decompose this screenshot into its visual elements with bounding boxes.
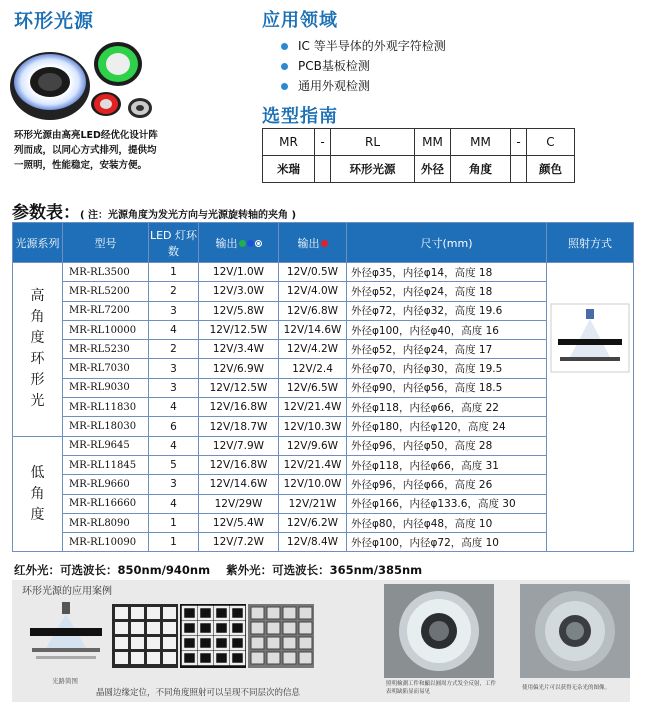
output-red-cell: 12V/8.4W (279, 533, 347, 552)
series-cell (13, 436, 63, 552)
output-rgbw-cell: 12V/7.2W (199, 533, 279, 552)
output-red-cell: 12V/10.3W (279, 417, 347, 436)
size-cell: 外径φ96，内径φ50，高度 28 (347, 436, 547, 455)
led-rings-cell: 3 (149, 475, 199, 494)
size-cell: 外径φ52，内径φ24，高度 18 (347, 282, 547, 301)
output-red-cell: 12V/21W (279, 494, 347, 513)
sel-cell: 米瑞 (263, 156, 315, 183)
series-char: 度 (30, 330, 45, 347)
model-cell: MR-RL11830 (63, 398, 149, 417)
output-red-cell: 12V/14.6W (279, 320, 347, 339)
size-cell: 外径φ166，内径φ133.6，高度 30 (347, 494, 547, 513)
model-cell: MR-RL5230 (63, 340, 149, 359)
output-rgbw-cell: 12V/5.8W (199, 301, 279, 320)
table-row (13, 513, 634, 532)
header-series: 光源系列 (13, 223, 63, 263)
table-row (13, 359, 634, 378)
table-row (13, 340, 634, 359)
wafer-sample-image-1 (112, 604, 178, 668)
blue-dot-icon (247, 240, 254, 247)
sel-cell: - (511, 129, 527, 156)
led-rings-cell: 3 (149, 378, 199, 397)
series-char: 环 (30, 351, 45, 368)
application-item: IC 等半导体的外观字符检测 (278, 36, 446, 56)
sel-cell: MM (451, 129, 511, 156)
model-cell: MR-RL7200 (63, 301, 149, 320)
application-item: 通用外观检测 (278, 76, 446, 96)
model-cell: MR-RL5200 (63, 282, 149, 301)
header-output-red-label: 输出 (297, 236, 320, 250)
header-output-rgbw-label: 输出 (215, 236, 238, 250)
series-char: 度 (30, 506, 45, 523)
light-path-diagram (22, 598, 110, 668)
table-row (13, 282, 634, 301)
header-output-rgbw (199, 223, 279, 263)
sel-cell: MM (415, 129, 451, 156)
illumination-diagram (550, 303, 630, 373)
series-char: 高 (30, 288, 45, 305)
product-title: 环形光源 (14, 10, 95, 32)
model-cell: MR-RL18030 (63, 417, 149, 436)
led-rings-cell: 3 (149, 301, 199, 320)
application-item: PCB基板检测 (278, 56, 446, 76)
output-rgbw-cell: 12V/29W (199, 494, 279, 513)
model-cell: MR-RL10090 (63, 533, 149, 552)
inspection-photo-1 (384, 584, 494, 678)
output-red-cell: 12V/21.4W (279, 398, 347, 417)
application-list (278, 36, 446, 96)
table-row (13, 533, 634, 552)
banner-caption: 晶圆边缘定位，不同角度照射可以呈现不同层次的信息 (96, 688, 301, 698)
model-cell: MR-RL8090 (63, 513, 149, 532)
output-rgbw-cell: 12V/12.5W (199, 320, 279, 339)
model-cell: MR-RL11845 (63, 455, 149, 474)
banner-sub: 光路简图 (52, 677, 78, 685)
header-led-rings: LED 灯环数 (149, 223, 199, 263)
led-rings-cell: 4 (149, 320, 199, 339)
header-model: 型号 (63, 223, 149, 263)
output-rgbw-cell: 12V/6.9W (199, 359, 279, 378)
sel-cell (511, 156, 527, 183)
size-cell: 外径φ80，内径φ48，高度 10 (347, 513, 547, 532)
output-red-cell: 12V/21.4W (279, 455, 347, 474)
led-rings-cell: 1 (149, 513, 199, 532)
size-cell: 外径φ118，内径φ66，高度 31 (347, 455, 547, 474)
output-red-cell: 12V/9.6W (279, 436, 347, 455)
output-red-cell: 12V/6.2W (279, 513, 347, 532)
sel-cell: 环形光源 (331, 156, 415, 183)
led-rings-cell: 4 (149, 436, 199, 455)
model-cell: MR-RL3500 (63, 263, 149, 282)
size-cell: 外径φ70，内径φ30，高度 19.5 (347, 359, 547, 378)
header-size: 尺寸(mm) (347, 223, 547, 263)
output-red-cell: 12V/2.4 (279, 359, 347, 378)
illumination-mode-cell (547, 263, 634, 552)
output-rgbw-cell: 12V/7.9W (199, 436, 279, 455)
uv-wavelength: 紫外光：可选波长：365nm/385nm (226, 563, 423, 577)
model-cell: MR-RL9660 (63, 475, 149, 494)
size-cell: 外径φ180，内径φ120，高度 24 (347, 417, 547, 436)
led-rings-cell: 1 (149, 263, 199, 282)
output-rgbw-cell: 12V/3.4W (199, 340, 279, 359)
sel-cell: - (315, 129, 331, 156)
output-rgbw-cell: 12V/18.7W (199, 417, 279, 436)
size-cell: 外径φ52，内径φ24，高度 17 (347, 340, 547, 359)
header-illumination-mode: 照射方式 (547, 223, 634, 263)
output-rgbw-cell: 12V/1.0W (199, 263, 279, 282)
output-red-cell: 12V/4.0W (279, 282, 347, 301)
output-rgbw-cell: 12V/5.4W (199, 513, 279, 532)
series-char: 光 (30, 393, 45, 410)
led-rings-cell: 3 (149, 359, 199, 378)
sel-cell: MR (263, 129, 315, 156)
output-red-cell: 12V/6.8W (279, 301, 347, 320)
size-cell: 外径φ35，内径φ14，高度 18 (347, 263, 547, 282)
led-rings-cell: 4 (149, 494, 199, 513)
table-row (13, 436, 634, 455)
output-red-cell: 12V/4.2W (279, 340, 347, 359)
output-rgbw-cell: 12V/14.6W (199, 475, 279, 494)
sel-cell: 外径 (415, 156, 451, 183)
photo1-caption: 照明檢測工件和顯以圓周方式发全反射，工件表明缺陷显而易见 (386, 681, 497, 695)
wafer-sample-image-3 (248, 604, 314, 668)
size-cell: 外径φ118，内径φ66，高度 22 (347, 398, 547, 417)
size-cell: 外径φ72，内径φ32，高度 19.6 (347, 301, 547, 320)
table-row (13, 494, 634, 513)
size-cell: 外径φ100，内径φ72，高度 10 (347, 533, 547, 552)
led-rings-cell: 5 (149, 455, 199, 474)
output-rgbw-cell: 12V/16.8W (199, 455, 279, 474)
table-row (13, 320, 634, 339)
parameter-table (12, 222, 634, 552)
sel-cell: RL (331, 129, 415, 156)
output-red-cell: 12V/10.0W (279, 475, 347, 494)
model-cell: MR-RL9645 (63, 436, 149, 455)
output-rgbw-cell: 12V/3.0W (199, 282, 279, 301)
sel-cell: 颜色 (527, 156, 575, 183)
table-row (13, 455, 634, 474)
sel-cell: 角度 (451, 156, 511, 183)
table-row (13, 263, 634, 282)
output-rgbw-cell: 12V/12.5W (199, 378, 279, 397)
params-note: ( 注：光源角度为发光方向与光源旋转轴的夹角 ) (80, 210, 297, 221)
model-cell: MR-RL16660 (63, 494, 149, 513)
wavelength-line (14, 562, 422, 578)
model-cell: MR-RL9030 (63, 378, 149, 397)
table-row (13, 301, 634, 320)
selection-guide-table (262, 128, 575, 183)
ir-wavelength: 红外光：可选波长：850nm/940nm (14, 563, 211, 577)
table-row (13, 475, 634, 494)
led-rings-cell: 2 (149, 340, 199, 359)
green-dot-icon (239, 240, 246, 247)
inspection-photo-2 (520, 584, 630, 678)
red-dot-icon (321, 240, 328, 247)
params-heading (12, 198, 296, 223)
application-title: 应用领域 (262, 10, 338, 31)
banner-title: 环形光源的应用案例 (22, 586, 112, 597)
led-rings-cell: 1 (149, 533, 199, 552)
selection-guide-title: 选型指南 (262, 106, 338, 127)
wafer-sample-image-2 (180, 604, 246, 668)
photo2-caption: 使用偏光片可以获得无杂光的图像。 (522, 685, 611, 691)
table-row (13, 398, 634, 417)
series-cell (13, 263, 63, 437)
output-red-cell: 12V/0.5W (279, 263, 347, 282)
ring-light-product-image (8, 34, 158, 124)
led-rings-cell: 6 (149, 417, 199, 436)
header-output-red (279, 223, 347, 263)
series-char: 角 (30, 485, 45, 502)
series-char: 低 (30, 464, 45, 481)
size-cell: 外径φ100，内径φ40，高度 16 (347, 320, 547, 339)
output-rgbw-cell: 12V/16.8W (199, 398, 279, 417)
sel-cell: C (527, 129, 575, 156)
output-red-cell: 12V/6.5W (279, 378, 347, 397)
size-cell: 外径φ96，内径φ66，高度 26 (347, 475, 547, 494)
table-row (13, 378, 634, 397)
white-dot-icon (255, 240, 262, 247)
params-title: 参数表： (12, 203, 80, 223)
led-rings-cell: 4 (149, 398, 199, 417)
table-row (13, 417, 634, 436)
product-description: 环形光源由高亮LED经优化设计阵列而成，以同心方式排列，提供均一照明，性能稳定，安装方便。 (14, 130, 158, 171)
series-char: 形 (30, 372, 45, 389)
model-cell: MR-RL7030 (63, 359, 149, 378)
model-cell: MR-RL10000 (63, 320, 149, 339)
size-cell: 外径φ90，内径φ56，高度 18.5 (347, 378, 547, 397)
series-char: 角 (30, 309, 45, 326)
led-rings-cell: 2 (149, 282, 199, 301)
sel-cell (315, 156, 331, 183)
